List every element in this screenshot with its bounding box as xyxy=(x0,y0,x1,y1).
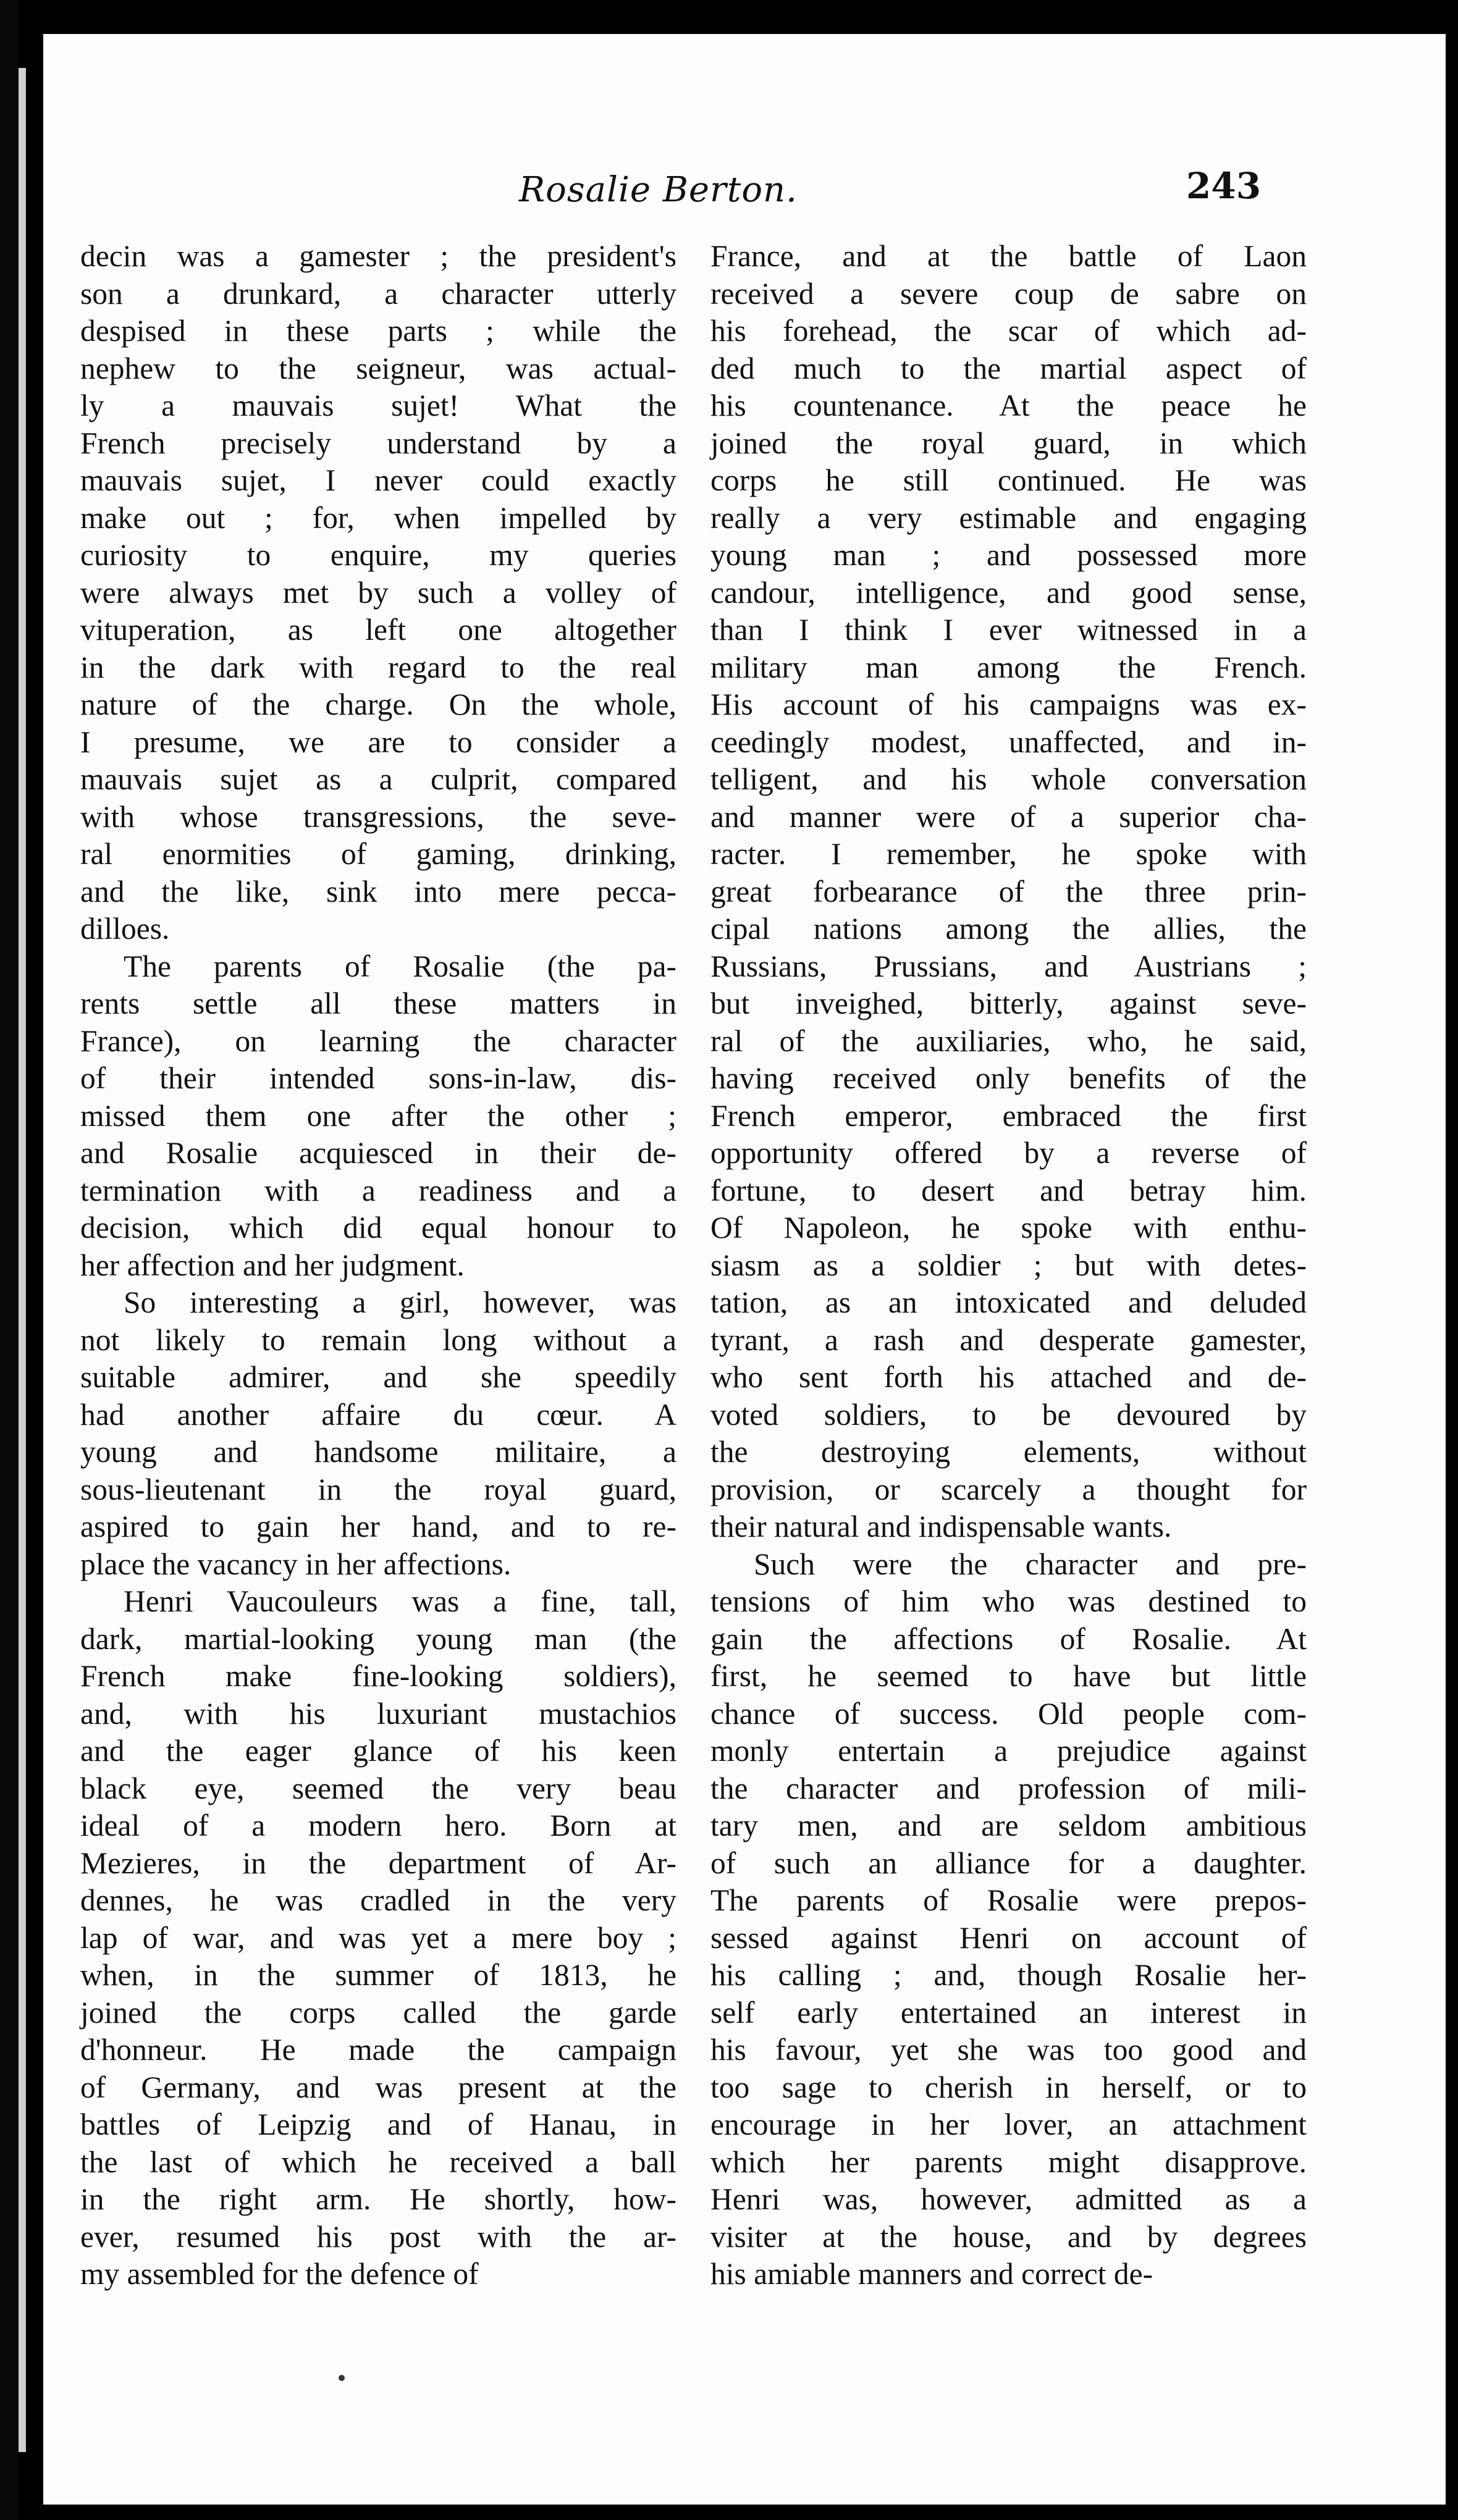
text-line: in the right arm. He shortly, how- xyxy=(80,2182,676,2216)
page-number: 243 xyxy=(1186,165,1262,207)
text-line: mauvais sujet as a culprit, compared xyxy=(80,762,676,796)
text-line: young man ; and possessed more xyxy=(710,538,1307,572)
text-line: termination with a readiness and a xyxy=(80,1173,676,1208)
text-line: Mezieres, in the department of Ar- xyxy=(80,1846,676,1880)
previous-page-edge xyxy=(19,68,26,2452)
text-line: and Rosalie acquiesced in their de- xyxy=(80,1136,676,1170)
text-line: joined the corps called the garde xyxy=(80,1995,676,2030)
text-line: Henri was, however, admitted as a xyxy=(710,2182,1307,2216)
text-line: visiter at the house, and by degrees xyxy=(710,2219,1307,2254)
text-line: despised in these parts ; while the xyxy=(80,314,676,348)
text-line: Henri Vaucouleurs was a fine, tall, xyxy=(124,1584,676,1618)
footer-mark xyxy=(339,2375,345,2381)
text-line: really a very estimable and engaging xyxy=(710,500,1307,535)
text-line: ral of the auxiliaries, who, he said, xyxy=(710,1023,1307,1058)
text-line: who sent forth his attached and de- xyxy=(710,1360,1307,1394)
text-line: first, he seemed to have but little xyxy=(710,1659,1307,1693)
text-line: his countenance. At the peace he xyxy=(710,388,1307,422)
text-line: The parents of Rosalie were prepos- xyxy=(710,1883,1307,1917)
text-line: cipal nations among the allies, the xyxy=(710,912,1307,946)
text-line: sous-lieutenant in the royal guard, xyxy=(80,1472,676,1506)
text-line: with whose transgressions, the seve- xyxy=(80,799,676,834)
page-header xyxy=(43,151,1446,219)
text-line: self early entertained an interest in xyxy=(710,1995,1307,2030)
text-line: battles of Leipzig and of Hanau, in xyxy=(80,2107,676,2141)
text-line: which her parents might disapprove. xyxy=(710,2144,1307,2179)
text-line: Russians, Prussians, and Austrians ; xyxy=(710,949,1307,983)
text-line: and the eager glance of his keen xyxy=(80,1734,676,1768)
text-line: his forehead, the scar of which ad- xyxy=(710,314,1307,348)
text-line: France, and at the battle of Laon xyxy=(710,239,1307,273)
text-line: lap of war, and was yet a mere boy ; xyxy=(80,1920,676,1955)
text-line: chance of success. Old people com- xyxy=(710,1696,1307,1731)
text-line: nephew to the seigneur, was actual- xyxy=(80,351,676,385)
right-column xyxy=(710,238,1307,2293)
text-line: her affection and her judgment. xyxy=(80,1248,465,1282)
text-line: than I think I ever witnessed in a xyxy=(710,613,1307,647)
text-line: and manner were of a superior cha- xyxy=(710,799,1307,834)
text-line: Such were the character and pre- xyxy=(754,1547,1307,1581)
text-line: received a severe coup de sabre on xyxy=(710,276,1307,311)
text-line: decision, which did equal honour to xyxy=(80,1211,676,1245)
text-line: dennes, he was cradled in the very xyxy=(80,1883,676,1917)
text-line: French emperor, embraced the first xyxy=(710,1098,1307,1133)
text-line: his calling ; and, though Rosalie her- xyxy=(710,1958,1307,1992)
left-column xyxy=(80,238,676,2293)
text-line: gain the affections of Rosalie. At xyxy=(710,1621,1307,1656)
text-line: of such an alliance for a daughter. xyxy=(710,1846,1307,1880)
text-line: So interesting a girl, however, was xyxy=(124,1285,676,1319)
text-line: his favour, yet she was too good and xyxy=(710,2033,1307,2067)
text-line: France), on learning the character xyxy=(80,1023,676,1058)
text-line: monly entertain a prejudice against xyxy=(710,1734,1307,1768)
text-line: his amiable manners and correct de- xyxy=(710,2257,1153,2291)
text-line: His account of his campaigns was ex- xyxy=(710,687,1307,721)
text-line: missed them one after the other ; xyxy=(80,1098,676,1133)
text-line: having received only benefits of the xyxy=(710,1061,1307,1095)
text-line: their natural and indispensable wants. xyxy=(710,1510,1172,1544)
text-line: mauvais sujet, I never could exactly xyxy=(80,463,676,497)
text-line: place the vacancy in her affections. xyxy=(80,1547,512,1581)
text-line: ly a mauvais sujet! What the xyxy=(80,388,676,422)
text-line: Of Napoleon, he spoke with enthu- xyxy=(710,1211,1307,1245)
text-line: the destroying elements, without xyxy=(710,1435,1307,1469)
text-line: were always met by such a volley of xyxy=(80,575,676,610)
text-line: young and handsome militaire, a xyxy=(80,1435,676,1469)
text-line: the character and profession of mili- xyxy=(710,1771,1307,1805)
text-line: d'honneur. He made the campaign xyxy=(80,2033,676,2067)
text-line: curiosity to enquire, my queries xyxy=(80,538,676,572)
text-line: son a drunkard, a character utterly xyxy=(80,276,676,311)
text-line: encourage in her lover, an attachment xyxy=(710,2107,1307,2141)
text-line: when, in the summer of 1813, he xyxy=(80,1958,676,1992)
text-line: ded much to the martial aspect of xyxy=(710,351,1307,385)
text-line: telligent, and his whole conversation xyxy=(710,762,1307,796)
text-line: black eye, seemed the very beau xyxy=(80,1771,676,1805)
text-line: dark, martial-looking young man (the xyxy=(80,1621,676,1656)
text-line: make out ; for, when impelled by xyxy=(80,500,676,535)
text-line: the last of which he received a ball xyxy=(80,2144,676,2179)
text-line: voted soldiers, to be devoured by xyxy=(710,1397,1307,1432)
text-line: of Germany, and was present at the xyxy=(80,2070,676,2104)
text-line: The parents of Rosalie (the pa- xyxy=(124,949,676,983)
text-line: racter. I remember, he spoke with xyxy=(710,837,1307,871)
text-line: tyrant, a rash and desperate gamester, xyxy=(710,1322,1307,1357)
text-line: aspired to gain her hand, and to re- xyxy=(80,1510,676,1544)
text-line: vituperation, as left one altogether xyxy=(80,613,676,647)
text-line: in the dark with regard to the real xyxy=(80,650,676,684)
running-title: Rosalie Berton. xyxy=(519,170,798,210)
text-line: had another affaire du cœur. A xyxy=(80,1397,676,1432)
text-line: candour, intelligence, and good sense, xyxy=(710,575,1307,610)
text-line: nature of the charge. On the whole, xyxy=(80,687,676,721)
text-line: corps he still continued. He was xyxy=(710,463,1307,497)
text-line: sessed against Henri on account of xyxy=(710,1920,1307,1955)
text-line: tation, as an intoxicated and deluded xyxy=(710,1285,1307,1319)
text-line: great forbearance of the three prin- xyxy=(710,874,1307,909)
text-line: and the like, sink into mere pecca- xyxy=(80,874,676,909)
text-line: too sage to cherish in herself, or to xyxy=(710,2070,1307,2104)
text-line: siasm as a soldier ; but with detes- xyxy=(710,1248,1307,1282)
text-line: not likely to remain long without a xyxy=(80,1322,676,1357)
text-line: and, with his luxuriant mustachios xyxy=(80,1696,676,1731)
text-line: opportunity offered by a reverse of xyxy=(710,1136,1307,1170)
text-line: suitable admirer, and she speedily xyxy=(80,1360,676,1394)
text-line: rents settle all these matters in xyxy=(80,986,676,1020)
text-line: ral enormities of gaming, drinking, xyxy=(80,837,676,871)
text-line: dilloes. xyxy=(80,912,170,946)
text-line: of their intended sons-in-law, dis- xyxy=(80,1061,676,1095)
text-line: provision, or scarcely a thought for xyxy=(710,1472,1307,1506)
text-line: ceedingly modest, unaffected, and in- xyxy=(710,724,1307,759)
text-line: military man among the French. xyxy=(710,650,1307,684)
text-line: tensions of him who was destined to xyxy=(710,1584,1307,1618)
text-line: tary men, and are seldom ambitious xyxy=(710,1808,1307,1842)
text-line: decin was a gamester ; the president's xyxy=(80,239,676,273)
book-page xyxy=(43,34,1446,2505)
text-line: but inveighed, bitterly, against seve- xyxy=(710,986,1307,1020)
text-line: joined the royal guard, in which xyxy=(710,426,1307,460)
text-line: French make fine-looking soldiers), xyxy=(80,1659,676,1693)
text-line: fortune, to desert and betray him. xyxy=(710,1173,1307,1208)
text-line: ever, resumed his post with the ar- xyxy=(80,2219,676,2254)
text-line: I presume, we are to consider a xyxy=(80,724,676,759)
text-line: my assembled for the defence of xyxy=(80,2257,479,2291)
scan-border xyxy=(0,0,19,2520)
text-line: ideal of a modern hero. Born at xyxy=(80,1808,676,1842)
text-line: French precisely understand by a xyxy=(80,426,676,460)
